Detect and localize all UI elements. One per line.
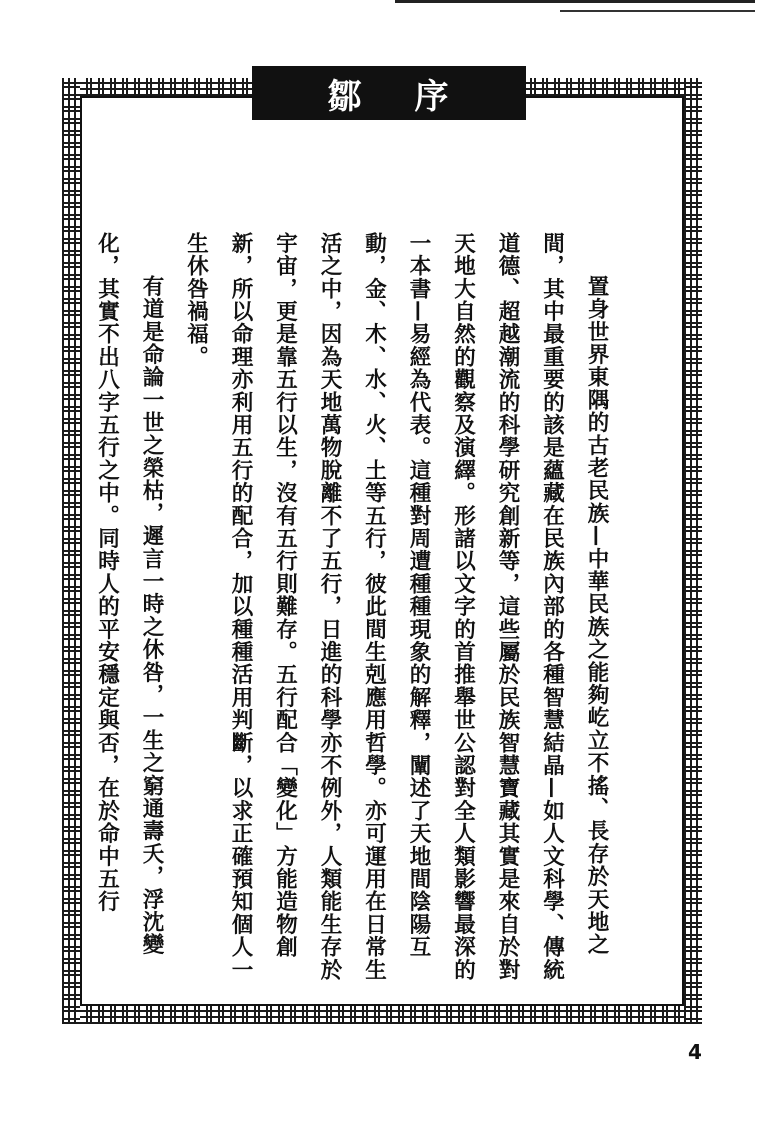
top-rule-secondary: [560, 10, 755, 12]
title-char-left: 鄒: [327, 76, 364, 117]
frame-border-left: [62, 78, 80, 1024]
title-char-right: 序: [414, 76, 451, 117]
page-number: 4: [688, 1040, 702, 1064]
frame-border-bottom: [62, 1006, 702, 1024]
frame-border-right: [684, 78, 702, 1024]
paragraph-1: 置身世界東隅的古老民族—中華民族之能夠屹立不搖、長存於天地之間，其中最重要的該是蘊藏在民族內部的各種智慧結晶—如人文科學、傳統道德、超越潮流的科學研究創新等，這些屬於民族智慧寶藏其實是來自於對天地大自然的觀察及演繹。形諸以文字的首推舉世公認對全人類影響最深的一本書—易經為代表。這種對周遭種種現象的解釋，闡述了天地間陰陽互動，金、木、水、火、土等五行，彼此間生剋應用哲學。亦可運用在日常生活之中，因為天地萬物脫離不了五行，日進的科學亦不例外，人類能生存於宇宙，更是靠五行以生，沒有五行則難存。五行配合「變化」方能造物創新，所以命理亦利用五行的配合，加以種種活用判斷，以求正確預知個人一生休咎禍福。: [183, 232, 609, 982]
vertical-text-body: [94, 232, 618, 982]
paragraph-2: 有道是命論一世之榮枯，遲言一時之休咎，一生之窮通壽夭，浮沈變化，其實不出八字五行之中。同時人的平安穩定與否，在於命中五行: [94, 232, 164, 956]
title-plaque: [252, 66, 526, 120]
top-rule: [395, 0, 755, 3]
